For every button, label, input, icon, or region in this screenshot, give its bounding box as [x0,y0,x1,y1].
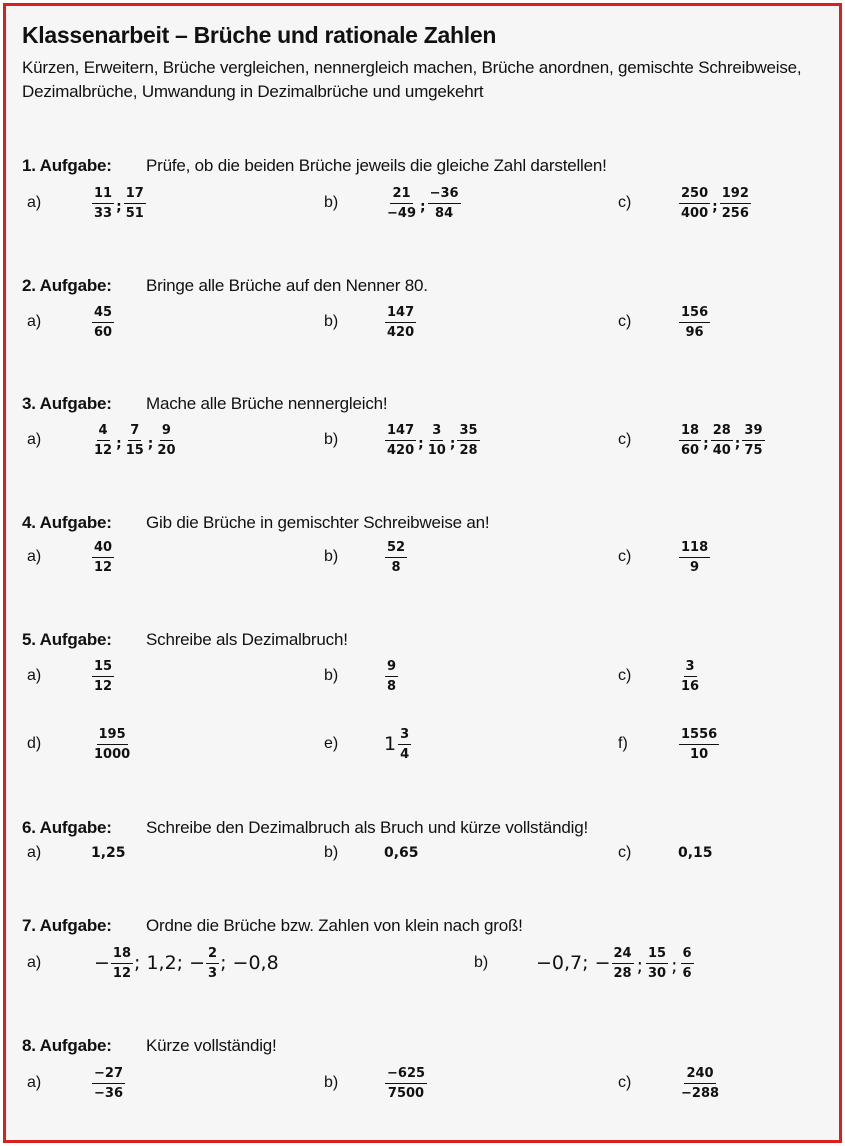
separator: ; [712,199,718,215]
fraction [124,423,146,458]
fraction [385,540,407,575]
denominator: 10 [690,746,709,762]
numerator: 192 [720,186,751,204]
item-expression [384,654,399,698]
fraction [92,1066,125,1101]
fraction [457,423,479,458]
item-label: f) [618,735,628,752]
item-label: a) [27,194,42,211]
item-expression [678,1061,722,1105]
item-expression [384,1061,428,1105]
denominator: 9 [690,559,700,575]
item-label: c) [618,194,632,211]
numerator: 3 [430,423,443,441]
task-3-items [6,418,839,462]
numerator: 21 [390,186,412,204]
denominator: 40 [712,442,731,458]
denominator: 60 [94,324,113,340]
denominator: 28 [459,442,478,458]
item-label: b) [324,844,339,861]
fraction [92,540,114,575]
task-text: Kürze vollständig! [146,1036,277,1055]
numerator: 7 [128,423,141,441]
denominator: 256 [721,205,749,221]
numerator: 17 [124,186,146,204]
item-expression [91,831,126,875]
task-5-heading [22,630,348,650]
item-label: c) [618,1074,632,1091]
numerator: 250 [679,186,710,204]
item-expression [384,831,419,875]
item-expression [91,654,115,698]
item-expression [678,300,711,344]
task-2-items [6,300,839,344]
denominator: 400 [681,205,709,221]
numerator: 2 [206,946,219,964]
item-expression [91,300,115,344]
item-expression [678,722,720,766]
numerator: 240 [684,1066,715,1084]
numerator: 15 [646,946,668,964]
fraction [155,423,177,458]
item-expression [94,941,279,985]
numerator: 147 [385,423,416,441]
denominator: −49 [387,205,416,221]
task-text: Bringe alle Brüche auf den Nenner 80. [146,276,428,295]
fraction [612,946,634,981]
item-expression [678,418,766,462]
item-expression [91,418,179,462]
separator: ; [116,199,122,215]
fraction [385,186,418,221]
item-expression [91,181,147,225]
fraction [385,1066,427,1101]
item-label: c) [618,431,632,448]
fraction [428,186,461,221]
item-expression [678,535,711,579]
task-8-items [6,1061,839,1105]
fraction [124,186,146,221]
denominator: −36 [94,1085,123,1101]
item-label: a) [27,954,42,971]
fraction [111,946,133,981]
denominator: 420 [387,442,415,458]
task-5-items-def [6,722,839,766]
item-label: b) [324,667,339,684]
denominator: 7500 [387,1085,425,1101]
fraction [679,305,710,340]
task-text: Gib die Brüche in gemischter Schreibweise an! [146,513,490,532]
task-label: 4. Aufgabe: [22,513,112,532]
fraction [385,659,398,694]
numerator: 18 [679,423,701,441]
item-expression [678,181,752,225]
item-label: a) [27,313,42,330]
task-1-heading [22,156,607,176]
numerator: 40 [92,540,114,558]
fraction [679,1066,721,1101]
fraction [92,423,114,458]
denominator: 12 [94,559,113,575]
numerator: 24 [612,946,634,964]
task-4-heading [22,513,489,533]
page-subtitle: Kürzen, Erweitern, Brüche vergleichen, nennergleich machen, Brüche anordnen, gemischte Schreibweise, Dezimalbrüche, Umwandung in Dezimalbrüche und umgekehrt [22,58,802,101]
task-label: 8. Aufgabe: [22,1036,112,1055]
item-label: a) [27,1074,42,1091]
task-7-heading [22,916,523,936]
numerator: 118 [679,540,710,558]
denominator: 16 [681,678,700,694]
item-label: a) [27,667,42,684]
separator: ; [636,955,643,977]
numerator: 52 [385,540,407,558]
fraction [385,305,416,340]
fraction [679,540,710,575]
separator: ; [734,436,741,452]
numerator: −27 [92,1066,125,1084]
numerator: 15 [92,659,114,677]
item-expression [678,831,713,875]
denominator: 12 [94,678,113,694]
separator: ; [449,436,456,452]
item-label: b) [474,954,489,971]
fraction [681,946,694,981]
fraction [398,727,411,762]
fraction [679,186,710,221]
item-label: b) [324,1074,339,1091]
denominator: 20 [157,442,176,458]
task-label: 5. Aufgabe: [22,630,112,649]
item-label: b) [324,194,339,211]
fraction [92,659,114,694]
numerator: 39 [742,423,764,441]
denominator: 4 [400,746,410,762]
item-label: d) [27,735,42,752]
item-label: c) [618,313,632,330]
numerator: 11 [92,186,114,204]
item-label: b) [324,431,339,448]
denominator: 84 [435,205,454,221]
denominator: 10 [427,442,446,458]
separator: ; [418,436,424,452]
item-label: a) [27,548,42,565]
fraction [92,186,114,221]
item-expression [384,418,481,462]
decimal-value: 0,15 [678,845,713,861]
item-expression [384,300,417,344]
numerator: 28 [711,423,733,441]
numerator: 156 [679,305,710,323]
item-expression [91,1061,126,1105]
item-label: a) [27,431,42,448]
denominator: 75 [744,442,763,458]
fraction [426,423,448,458]
task-2-heading [22,276,428,296]
denominator: 60 [681,442,700,458]
separator: ; [147,436,154,452]
numerator: 3 [398,727,411,745]
expression-text: ; 1,2; − [134,952,206,974]
page-title: Klassenarbeit – Brüche und rationale Zahlen [22,22,497,48]
item-label: a) [27,844,42,861]
task-6-items [6,831,839,875]
expression-text: −0,7; − [536,952,611,974]
fraction [679,659,701,694]
numerator: 9 [160,423,173,441]
denominator: 420 [387,324,415,340]
task-label: 3. Aufgabe: [22,394,112,413]
item-label: b) [324,313,339,330]
item-label: c) [618,667,632,684]
numerator: 4 [97,423,110,441]
denominator: 96 [685,324,704,340]
numerator: −625 [385,1066,427,1084]
task-text: Prüfe, ob die beiden Brüche jeweils die gleiche Zahl darstellen! [146,156,607,175]
separator: ; [116,436,122,452]
numerator: 9 [385,659,398,677]
task-text: Ordne die Brüche bzw. Zahlen von klein nach groß! [146,916,523,935]
numerator: 18 [111,946,133,964]
fraction [646,946,668,981]
numerator: 3 [684,659,697,677]
denominator: 8 [391,559,401,575]
denominator: 33 [94,205,113,221]
task-4-items [6,535,839,579]
numerator: −36 [428,186,461,204]
fraction [92,305,114,340]
denominator: 51 [125,205,144,221]
denominator: −288 [681,1085,720,1101]
item-expression [384,535,408,579]
fraction [206,946,219,981]
item-expression [384,722,412,766]
task-text: Mache alle Brüche nennergleich! [146,394,388,413]
fraction [92,727,132,762]
item-label: e) [324,735,339,752]
denominator: 15 [125,442,144,458]
item-label: c) [618,844,632,861]
task-label: 2. Aufgabe: [22,276,112,295]
numerator: 195 [97,727,128,745]
task-label: 1. Aufgabe: [22,156,112,175]
separator: ; [419,199,426,215]
minus-sign: − [94,952,110,974]
fraction [679,423,701,458]
numerator: 1556 [679,727,719,745]
expression-text: ; −0,8 [220,952,279,974]
item-expression [678,654,702,698]
task-8-heading [22,1036,277,1056]
item-label: c) [618,548,632,565]
task-3-heading [22,394,387,414]
numerator: 35 [457,423,479,441]
decimal-value: 1,25 [91,845,126,861]
task-text: Schreibe den Dezimalbruch als Bruch und kürze vollständig! [146,818,588,837]
item-expression [536,941,695,985]
fraction [711,423,733,458]
denominator: 6 [682,965,692,981]
task-label: 6. Aufgabe: [22,818,112,837]
separator: ; [671,955,678,977]
decimal-value: 0,65 [384,845,419,861]
separator: ; [703,436,709,452]
numerator: 147 [385,305,416,323]
fraction [742,423,764,458]
whole-number: 1 [384,733,397,755]
denominator: 3 [208,965,218,981]
task-5-items-abc [6,654,839,698]
worksheet [3,3,842,1143]
denominator: 12 [112,965,132,981]
task-7-items [6,941,839,985]
numerator: 45 [92,305,114,323]
fraction [720,186,751,221]
task-1-items [6,181,839,225]
numerator: 6 [681,946,694,964]
fraction [385,423,416,458]
item-expression [91,535,115,579]
fraction [679,727,719,762]
denominator: 28 [613,965,632,981]
item-label: b) [324,548,339,565]
denominator: 30 [648,965,667,981]
denominator: 12 [94,442,113,458]
denominator: 1000 [94,746,131,762]
task-text: Schreibe als Dezimalbruch! [146,630,348,649]
item-expression [91,722,133,766]
denominator: 8 [387,678,397,694]
item-expression [384,181,462,225]
task-label: 7. Aufgabe: [22,916,112,935]
